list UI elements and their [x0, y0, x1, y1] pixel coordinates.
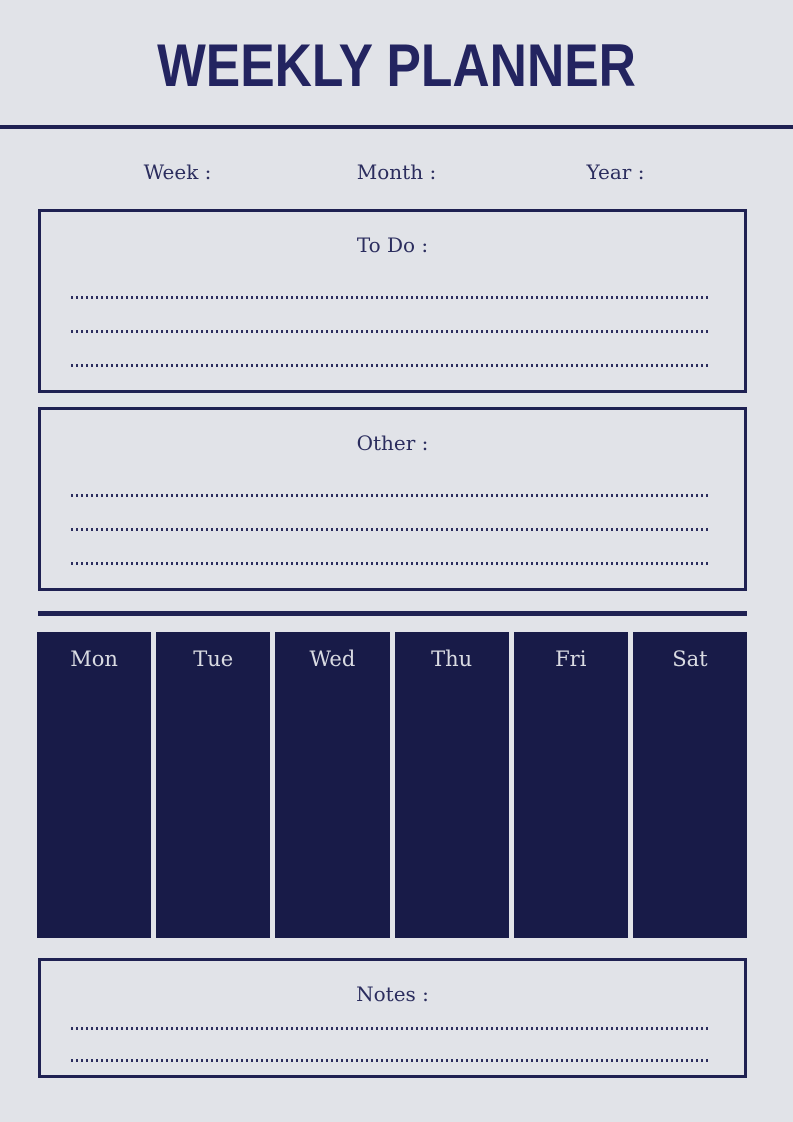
day-column-mon[interactable]	[37, 632, 151, 938]
day-column-sat[interactable]	[633, 632, 747, 938]
notes-title: Notes :	[356, 982, 429, 1006]
day-label: Fri	[555, 647, 587, 671]
week-field-label: Week :	[143, 160, 212, 184]
day-label: Wed	[309, 647, 356, 671]
day-column-thu[interactable]	[395, 632, 509, 938]
day-label: Sat	[672, 647, 708, 671]
day-label: Mon	[70, 647, 118, 671]
todo-writeline-2[interactable]	[71, 330, 711, 333]
title-divider	[0, 125, 793, 129]
month-field-label: Month :	[356, 160, 437, 184]
other-title: Other :	[356, 431, 429, 455]
year-field-label: Year :	[586, 160, 645, 184]
days-grid	[37, 632, 747, 938]
todo-title: To Do :	[356, 233, 429, 257]
date-fields-row	[68, 160, 725, 184]
page-title: WEEKLY PLANNER	[157, 32, 636, 99]
day-column-fri[interactable]	[514, 632, 628, 938]
day-column-wed[interactable]	[275, 632, 389, 938]
week-section-divider	[38, 611, 747, 616]
other-writeline-2[interactable]	[71, 528, 711, 531]
todo-writeline-1[interactable]	[71, 296, 711, 299]
todo-section	[38, 209, 747, 393]
other-section	[38, 407, 747, 591]
notes-section	[38, 958, 747, 1078]
day-label: Tue	[193, 647, 234, 671]
notes-writeline-1[interactable]	[71, 1027, 711, 1030]
notes-writeline-2[interactable]	[71, 1059, 711, 1062]
day-column-tue[interactable]	[156, 632, 270, 938]
todo-writeline-3[interactable]	[71, 364, 711, 367]
other-writeline-3[interactable]	[71, 562, 711, 565]
other-writeline-1[interactable]	[71, 494, 711, 497]
day-label: Thu	[431, 647, 473, 671]
